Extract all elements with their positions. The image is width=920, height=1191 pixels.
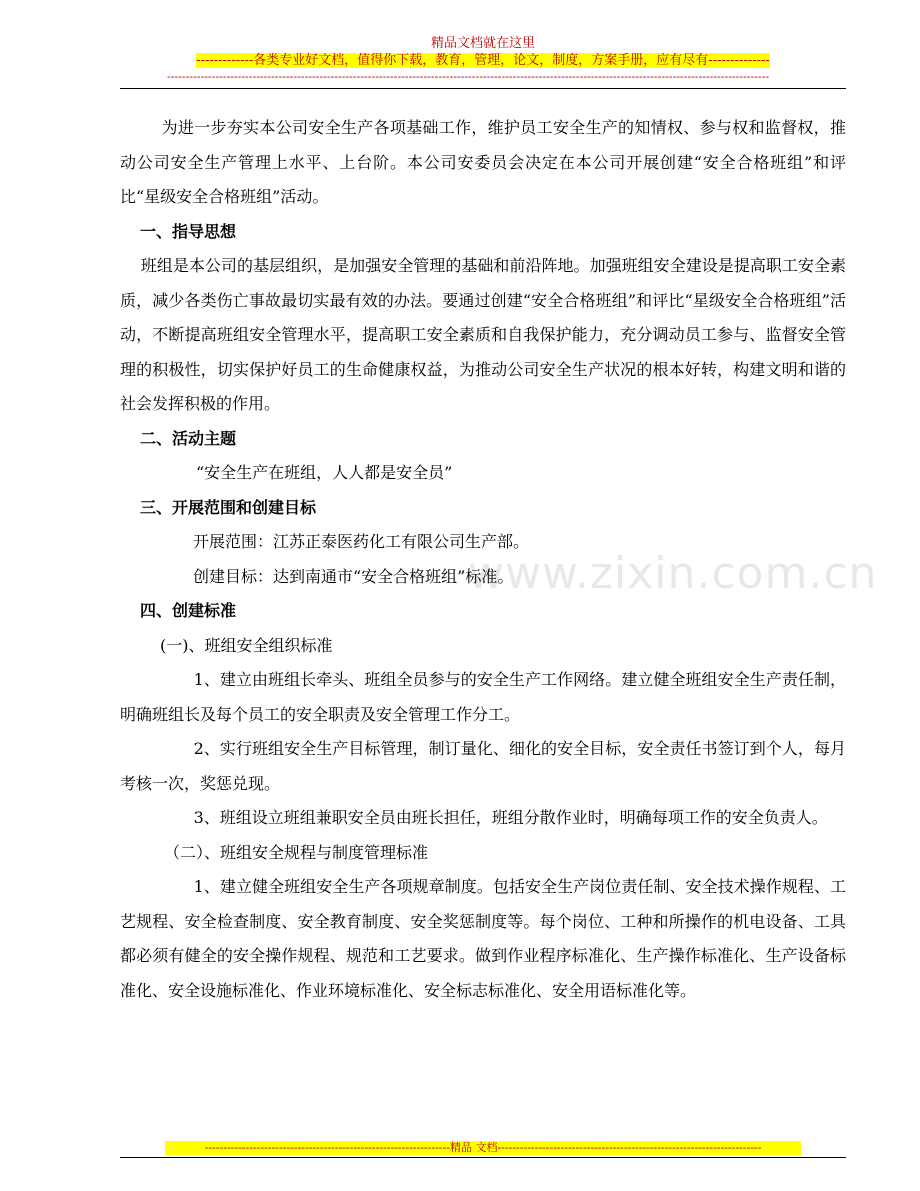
section-3-goal: 创建目标：达到南通市“安全合格班组”标准。 (193, 566, 514, 586)
section-4-sub2-title: （二）、班组安全规程与制度管理标准 (164, 842, 429, 862)
section-4-sub2-item-1: 1、建立健全班组安全生产各项规章制度。包括安全生产岗位责任制、安全技术操作规程、工艺规程、安全检查制度、安全教育制度、安全奖惩制度等。每个岗位、工种和所操作的机电设备、工具都必须有健全的安全操作规程、规范和工艺要求。做到作业程序标准化、生产操作标准化、生产设备标准化、安全设施标准化、作业环境标准化、安全标志标准化、安全用语标准化等。 (120, 877, 846, 1000)
footer-rule (120, 1157, 846, 1158)
section-3-scope: 开展范围：江苏正泰医药化工有限公司生产部。 (193, 532, 530, 551)
section-4-sub1-item-1: 1、建立由班组长牵头、班组全员参与的安全生产工作网络。建立健全班组安全生产责任制，明确班组长及每个员工的安全职责及安全管理工作分工。 (120, 670, 846, 724)
section-1-title: 一、指导思想 (140, 221, 237, 241)
header-banner-right-dashes: -------------- (708, 53, 770, 68)
section-4-sub1-title: (一)、班组安全组织标准 (160, 635, 333, 655)
header-top-line: 精品文档就在这里 (430, 36, 535, 51)
section-3-title: 三、开展范围和创建目标 (140, 497, 317, 517)
section-2-title: 二、活动主题 (140, 428, 237, 448)
footer-right-dashes: ----------------------------------------------------------------------- (497, 1141, 762, 1154)
footer-left-dashes: ------------------------------------------------------------------ (204, 1141, 450, 1154)
document-body (120, 111, 846, 1008)
section-4-sub1-item-3: 3、班组设立班组兼职安全员由班长担任，班组分散作业时，明确每项工作的安全负责人。 (193, 808, 828, 827)
section-2-text: “安全生产在班组，人人都是安全员” (196, 463, 453, 482)
section-1-text: 班组是本公司的基层组织，是加强安全管理的基础和前沿阵地。加强班组安全建设是提高职工安全素质，减少各类伤亡事故最切实最有效的办法。要通过创建“安全合格班组”和评比“星级安全合格班组”活动，不断提高班组安全管理水平，提高职工安全素质和自我保护能力，充分调动员工参与、监督安全管理的积极性，切实保护好员工的生命健康权益，为推动公司安全生产状况的根本好转，构建文明和谐的社会发挥积极的作用。 (120, 256, 846, 413)
header-banner (0, 52, 920, 70)
header-dash-line: ------------------------------------------------------------------------------------------------------------------------------------------------------------------ (167, 70, 770, 83)
header-banner-text: 各类专业好文档，值得你下载，教育，管理，论文，制度，方案手册，应有尽有 (253, 53, 709, 68)
header-rule (120, 88, 846, 89)
section-4-sub1-item-2: 2、实行班组安全生产目标管理，制订量化、细化的安全目标，安全责任书签订到个人，每月考核一次，奖惩兑现。 (120, 739, 846, 793)
footer-banner (165, 1141, 801, 1155)
footer-label: 精品 文档 (449, 1141, 498, 1154)
header-banner-left-dashes: ------------- (196, 53, 254, 68)
watermark: www.zixin.com.cn (468, 548, 878, 599)
section-4-title: 四、创建标准 (140, 601, 237, 620)
intro-paragraph: 为进一步夯实本公司安全生产各项基础工作，维护员工安全生产的知情权、参与权和监督权，推动公司安全生产管理上水平、上台阶。本公司安委员会决定在本公司开展创建“安全合格班组”和评比“星级安全合格班组”活动。 (120, 118, 846, 206)
